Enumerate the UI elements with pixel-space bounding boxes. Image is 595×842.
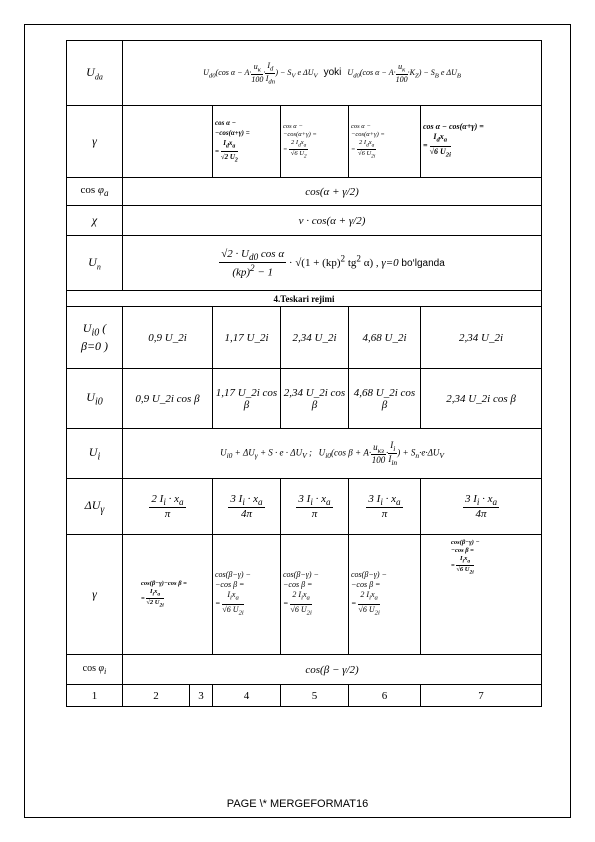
gamma2-cell-1: cos(β−γ)−cos β = = $\frac{I_ix_a}{√2 U_{2i}}$ bbox=[123, 535, 213, 655]
label-ud: $U_{da}$ bbox=[67, 41, 123, 106]
row-chi bbox=[67, 206, 542, 236]
col-number-5: 5 bbox=[281, 685, 349, 707]
ud-formula-left: $U_{d0}(\cos$ α − A· $\frac{u_к}{100}$ · $\frac{I_d}{I_{dn}}$ ) − $S_V$ e $\Delta U_V$ bbox=[203, 60, 318, 86]
ud-formula bbox=[123, 41, 542, 106]
un-formula: $\frac{√2 \cdot U_{d0} \cos \alpha}{(kp)^2 - 1}$ · √(1 + (kp)$^2$ $tg^2$ α) , γ=0 bo‘lganda bbox=[123, 236, 542, 291]
chi-value: ν · cos(α + γ/2) bbox=[123, 206, 542, 236]
row-ui0 bbox=[67, 369, 542, 429]
row-cosphi-i bbox=[67, 655, 542, 685]
row-du-gamma bbox=[67, 479, 542, 535]
ui0-beta-v3: 2,34 U_2i bbox=[281, 307, 349, 369]
col-number-4: 4 bbox=[213, 685, 281, 707]
ud-formula-right: $U_{d0}(\cos$ α − A· $\frac{u_к}{100}$ $\cdot K_Z) - S_B$ e $\Delta U_B$ bbox=[347, 62, 461, 84]
label-gamma-2: γ bbox=[67, 535, 123, 655]
ui0-v1: 0,9 U_2i cos β bbox=[123, 369, 213, 429]
ui0-v5: 2,34 U_2i cos β bbox=[421, 369, 542, 429]
row-gamma-1 bbox=[67, 106, 542, 178]
row-ui0-beta bbox=[67, 307, 542, 369]
ui0-v4: 4,68 U_2i cos β bbox=[349, 369, 421, 429]
row-ui bbox=[67, 429, 542, 479]
page-footer: PAGE \* MERGEFORMAT16 bbox=[226, 798, 369, 810]
gamma1-empty bbox=[123, 106, 213, 178]
ui0-v2: 1,17 U_2i cos β bbox=[213, 369, 281, 429]
col-number-2: 2 bbox=[123, 685, 190, 707]
gamma2-cell-5: cos(β−γ) − −cos β = = $\frac{I_ix_a}{√6 U_{2i}}$ bbox=[421, 535, 542, 655]
un-condition-text: bo‘lganda bbox=[401, 257, 445, 269]
ui0-beta-v1: 0,9 U_2i bbox=[123, 307, 213, 369]
label-chi: χ bbox=[67, 206, 123, 236]
label-cosphi-i: $\cos \varphi_i$ bbox=[67, 655, 123, 685]
col-number-1: 1 bbox=[67, 685, 123, 707]
col-number-6: 6 bbox=[349, 685, 421, 707]
row-numbers bbox=[67, 685, 542, 707]
ud-connector: yoki bbox=[323, 66, 342, 78]
section-title: 4.Teskari rejimi bbox=[67, 291, 542, 307]
gamma2-cell-4: cos(β−γ) − −cos β = = $\frac{2 I_ix_a}{√6 U_{2i}}$ bbox=[349, 535, 421, 655]
cosphi-a-value: cos(α + γ/2) bbox=[123, 178, 542, 206]
row-section bbox=[67, 291, 542, 307]
cosphi-i-value: cos(β − γ/2) bbox=[123, 655, 542, 685]
label-ui: $U_i$ bbox=[67, 429, 123, 479]
gamma2-cell-3: cos(β−γ) − −cos β = = $\frac{2 I_ix_a}{√6 U_{2i}}$ bbox=[281, 535, 349, 655]
du-gamma-v2: $\frac{3 I_i \cdot x_a}{4\pi}$ bbox=[213, 479, 281, 535]
label-ui0-beta: $U_{i0}$ ( β=0 ) bbox=[67, 307, 123, 369]
row-un bbox=[67, 236, 542, 291]
label-gamma-1: γ bbox=[67, 106, 123, 178]
col-number-3: 3 bbox=[190, 685, 213, 707]
formula-table bbox=[66, 40, 542, 707]
row-cosphi-a bbox=[67, 178, 542, 206]
gamma1-cell-1: cos α − −cos(α+γ) = = $\frac{I_dx_a}{√2 U_2}$ bbox=[213, 106, 281, 178]
label-un: $U_n$ bbox=[67, 236, 123, 291]
gamma1-cell-3: cos α − −cos(α+γ) = = $\frac{2 I_dx_a}{√6 U_{2i}}$ bbox=[349, 106, 421, 178]
gamma2-cell-2: cos(β−γ) − −cos β = = $\frac{I_ix_a}{√6 U_{2i}}$ bbox=[213, 535, 281, 655]
gamma1-cell-4: cos α − cos(α+γ) = = $\frac{I_dx_a}{√6 U_{2i}}$ bbox=[421, 106, 542, 178]
du-gamma-v3: $\frac{3 I_i \cdot x_a}{\pi}$ bbox=[281, 479, 349, 535]
gamma1-cell-2: cos α − −cos(α+γ) = = $\frac{2 I_dx_a}{√6 U_2}$ bbox=[281, 106, 349, 178]
un-condition: , γ=0 bbox=[375, 256, 399, 269]
ui0-beta-v2: 1,17 U_2i bbox=[213, 307, 281, 369]
row-ud bbox=[67, 41, 542, 106]
ui0-beta-v4: 4,68 U_2i bbox=[349, 307, 421, 369]
du-gamma-v4: $\frac{3 I_i \cdot x_a}{\pi}$ bbox=[349, 479, 421, 535]
label-cosphi-a: $\cos \varphi_a$ bbox=[67, 178, 123, 206]
ui0-beta-v5: 2,34 U_2i bbox=[421, 307, 542, 369]
ui-formula: $U_{i0} + \Delta U_\gamma + S \cdot e \cdot \Delta U_V$ ; $U_{i0}(\cos$ β + A· $\frac{u_{кз}}{100}$ · $\frac{I_i}{I_{in}}$ ) + $S_n\cdot e\cdot\Delta U_V$ bbox=[123, 429, 542, 479]
du-gamma-v5: $\frac{3 I_i \cdot x_a}{4\pi}$ bbox=[421, 479, 542, 535]
col-number-7: 7 bbox=[421, 685, 542, 707]
du-gamma-v1: $\frac{2 I_i \cdot x_a}{\pi}$ bbox=[123, 479, 213, 535]
row-gamma-2 bbox=[67, 535, 542, 655]
label-du-gamma: $\Delta U_\gamma$ bbox=[67, 479, 123, 535]
ui0-v3: 2,34 U_2i cos β bbox=[281, 369, 349, 429]
label-ui0: $U_{i0}$ bbox=[67, 369, 123, 429]
